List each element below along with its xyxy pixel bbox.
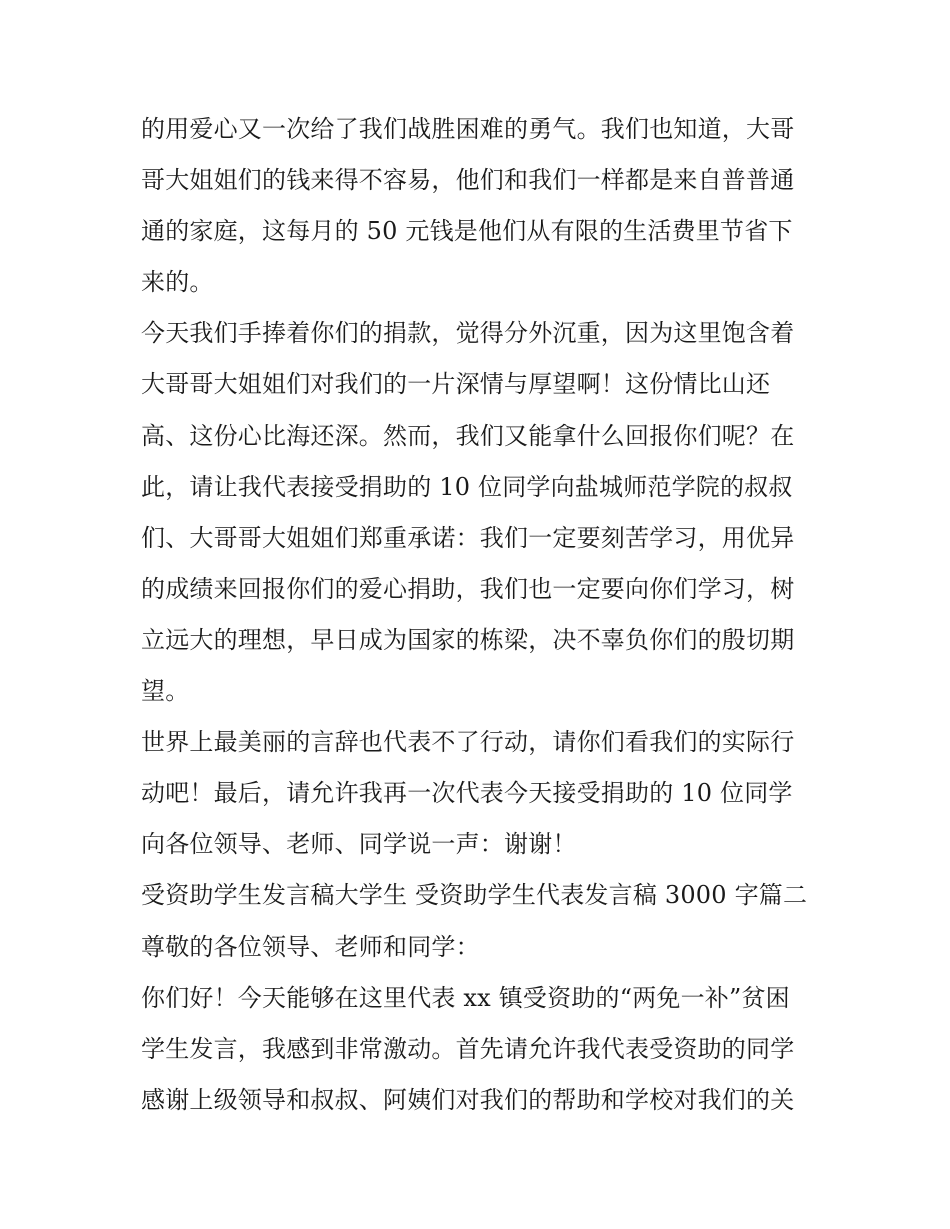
text-line: 今天我们手捧着你们的捐款，觉得分外沉重，因为这里饱含着 [141, 319, 795, 348]
text-line: 哥大姐姐们的钱来得不容易，他们和我们一样都是来自普普通 [141, 166, 795, 195]
text-line: 高、这份心比海还深。然而，我们又能拿什么回报你们呢？在 [141, 421, 795, 450]
text-line: 们、大哥哥大姐姐们郑重承诺：我们一定要刻苦学习，用优异 [141, 523, 795, 552]
section-heading: 受资助学生发言稿大学生 受资助学生代表发言稿 3000 字篇二 [141, 881, 808, 910]
text-line: 大哥哥大姐姐们对我们的一片深情与厚望啊！这份情比山还 [141, 370, 771, 399]
text-line: 来的。 [141, 268, 214, 297]
text-line: 此，请让我代表接受捐助的 10 位同学向盐城师范学院的叔叔 [141, 472, 793, 501]
text-line: 立远大的理想，早日成为国家的栋梁，决不辜负你们的殷切期 [141, 625, 795, 654]
salutation: 尊敬的各位领导、老师和同学： [141, 932, 480, 961]
text-line: 向各位领导、老师、同学说一声：谢谢！ [141, 830, 577, 859]
text-line: 感谢上级领导和叔叔、阿姨们对我们的帮助和学校对我们的关 [141, 1085, 795, 1114]
text-line: 动吧！最后，请允许我再一次代表今天接受捐助的 10 位同学 [141, 779, 793, 808]
text-line: 通的家庭，这每月的 50 元钱是他们从有限的生活费里节省下 [141, 217, 793, 246]
text-line: 的成绩来回报你们的爱心捐助，我们也一定要向你们学习，树 [141, 574, 795, 603]
text-line: 望。 [141, 677, 190, 706]
text-line: 世界上最美丽的言辞也代表不了行动，请你们看我们的实际行 [141, 728, 795, 757]
document-body [141, 104, 821, 1126]
text-line: 学生发言，我感到非常激动。首先请允许我代表受资助的同学 [141, 1034, 795, 1063]
text-line: 的用爱心又一次给了我们战胜困难的勇气。我们也知道，大哥 [141, 115, 795, 143]
text-line: 你们好！今天能够在这里代表 xx 镇受资助的“两免一补”贫困 [141, 983, 790, 1012]
